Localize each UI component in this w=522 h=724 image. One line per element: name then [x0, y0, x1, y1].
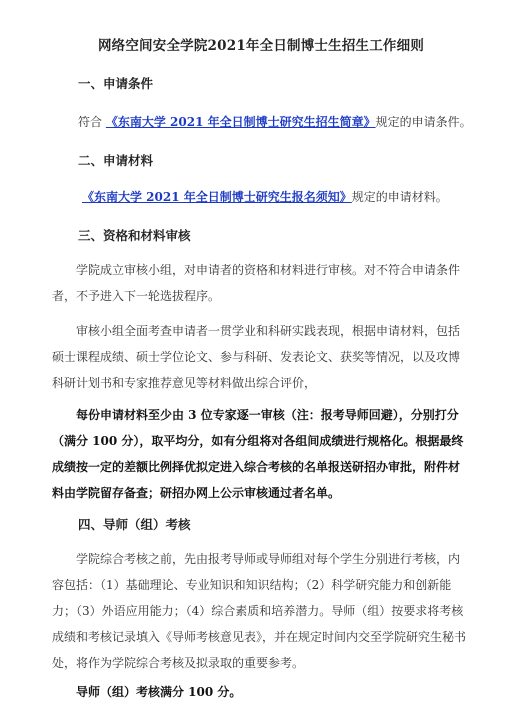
- section1-text: [78, 113, 472, 130]
- section-heading-supervisor-assessment: 四、导师（组）考核: [78, 517, 191, 532]
- section3-paragraph-2: 审核小组全面考查申请者一贯学业和科研实践表现，根据申请材料，包括硕士课程成绩、硕士学位论文、参与科研、发表论文、获奖等情况，以及攻博科研计划书和专家推荐意见等材料做出综合评价，: [52, 324, 461, 390]
- section-heading-application-materials: 二、申请材料: [78, 153, 154, 168]
- section1-prefix: 符合: [78, 115, 103, 129]
- document-title: 网络空间安全学院2021年全日制博士生招生工作细则: [97, 38, 425, 54]
- registration-notice-link[interactable]: 《东南大学 2021 年全日制博士研究生报名须知》: [82, 190, 352, 204]
- section4-paragraph-2: 导师（组）考核满分 100 分。: [76, 685, 242, 699]
- section-heading-qualification-review: 三、资格和材料审核: [78, 228, 191, 243]
- section3-paragraph-1: 学院成立审核小组，对申请者的资格和材料进行审核。对不符合申请条件者，不予进入下一轮选拔程序。: [52, 263, 461, 303]
- section3-paragraph-3: 每份申请材料至少由 3 位专家逐一审核（注：报考导师回避），分别打分（满分 100 分），取平均分，如有分组将对各组间成绩进行规格化。根据最终成绩按一定的差额比例择优拟定进入综合考核的名单报送研招办审批，附件材料由学院留存备查；研招办网上公示审核通过者名单。: [52, 408, 464, 500]
- section2-text: [82, 188, 448, 205]
- section4-paragraph-1: 学院综合考核之前，先由报考导师或导师组对每个学生分别进行考核，内容包括：（1）基础理论、专业知识和知识结构；（2）科学研究能力和创新能力；（3）外语应用能力；（4）综合素质和培养潜力。导师（组）按要求将考核成绩和考核记录填入《导师考核意见表》，并在规定时间内交至学院研究生秘书处，将作为学院综合考核及拟录取的重要参考。: [52, 552, 467, 670]
- section-heading-application-conditions: 一、申请条件: [78, 76, 154, 91]
- admission-brochure-link[interactable]: 《东南大学 2021 年全日制博士研究生招生简章》: [105, 115, 376, 129]
- section2-suffix: 规定的申请材料。: [351, 190, 448, 204]
- section1-suffix: 规定的申请条件。: [375, 115, 472, 129]
